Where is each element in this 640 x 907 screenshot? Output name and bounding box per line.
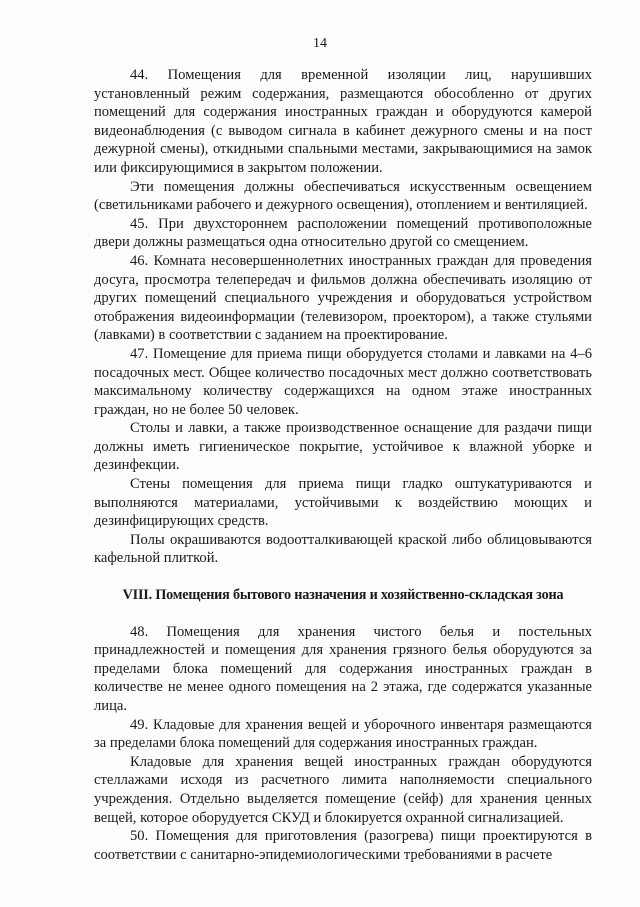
paragraph-46: 46. Комната несовершеннолетних иностранных граждан для проведения досуга, просмотра телепередач и фильмов должна обеспечивать изоляцию от других помещений специального учреждения и оборудоваться устройством отображения видеоинформации (телевизором, проектором), а также стульями (лавками) в соответствии с заданием на проектирование. [94, 252, 592, 344]
paragraph-47-walls: Стены помещения для приема пищи гладко оштукатуриваются и выполняются материалами, устойчивыми к воздействию моющих и дезинфицирующих средств. [94, 476, 592, 530]
paragraph-49-storage: Кладовые для хранения вещей иностранных граждан оборудуются стеллажами исходя из расчетного лимита наполняемости специального учреждения. Отдельно выделяется помещение (сейф) для хранения ценных вещей, которое оборудуется СКУД и блокируется охранной сигнализацией. [94, 753, 592, 826]
paragraph-49: 49. Кладовые для хранения вещей и уборочного инвентаря размещаются за пределами блока помещений для содержания иностранных граждан. [94, 716, 592, 752]
paragraph-47-tables: Столы и лавки, а также производственное оснащение для раздачи пищи должны иметь гигиеническое покрытие, устойчивое к влажной уборке и дезинфекции. [94, 420, 592, 474]
paragraph-47: 47. Помещение для приема пищи оборудуется столами и лавками на 4–6 посадочных мест. Общее количество посадочных мест должно соответствовать максимальному количеству содержащихся на одном этаже иностранных граждан, но не более 50 человек. [94, 345, 592, 418]
paragraph-50: 50. Помещения для приготовления (разогрева) пищи проектируются в соответствии с санитарно-эпидемиологическими требованиями в расчете [94, 828, 592, 863]
paragraph-44: 44. Помещения для временной изоляции лиц, нарушивших установленный режим содержания, размещаются обособленно от других помещений для содержания иностранных граждан и оборудуются камерой видеонаблюдения (с выводом сигнала в кабинет дежурного смены и на пост дежурной смены), откидными спальными местами, закрывающимися на замок или фиксирующимися в закрытом положении. [94, 67, 592, 176]
document-body [94, 66, 592, 864]
paragraph-44-lighting: Эти помещения должны обеспечиваться искусственным освещением (светильниками рабочего и дежурного освещения), отоплением и вентиляцией. [94, 178, 592, 214]
paragraph-45: 45. При двухстороннем расположении помещений противоположные двери должны размещаться одна относительно другой со смещением. [94, 215, 592, 251]
paragraph-47-floors: Полы окрашиваются водоотталкивающей краской либо облицовываются кафельной плиткой. [94, 531, 592, 567]
section-heading: VIII. Помещения бытового назначения и хозяйственно-складская зона [122, 587, 564, 604]
paragraph-48: 48. Помещения для хранения чистого белья и постельных принадлежностей и помещения для хранения грязного белья оборудуются за пределами блока помещений для содержания иностранных граждан в количестве не менее одного помещения на 2 этажа, где содержатся указанные лица. [94, 623, 592, 714]
page-number: 14 [313, 36, 327, 51]
